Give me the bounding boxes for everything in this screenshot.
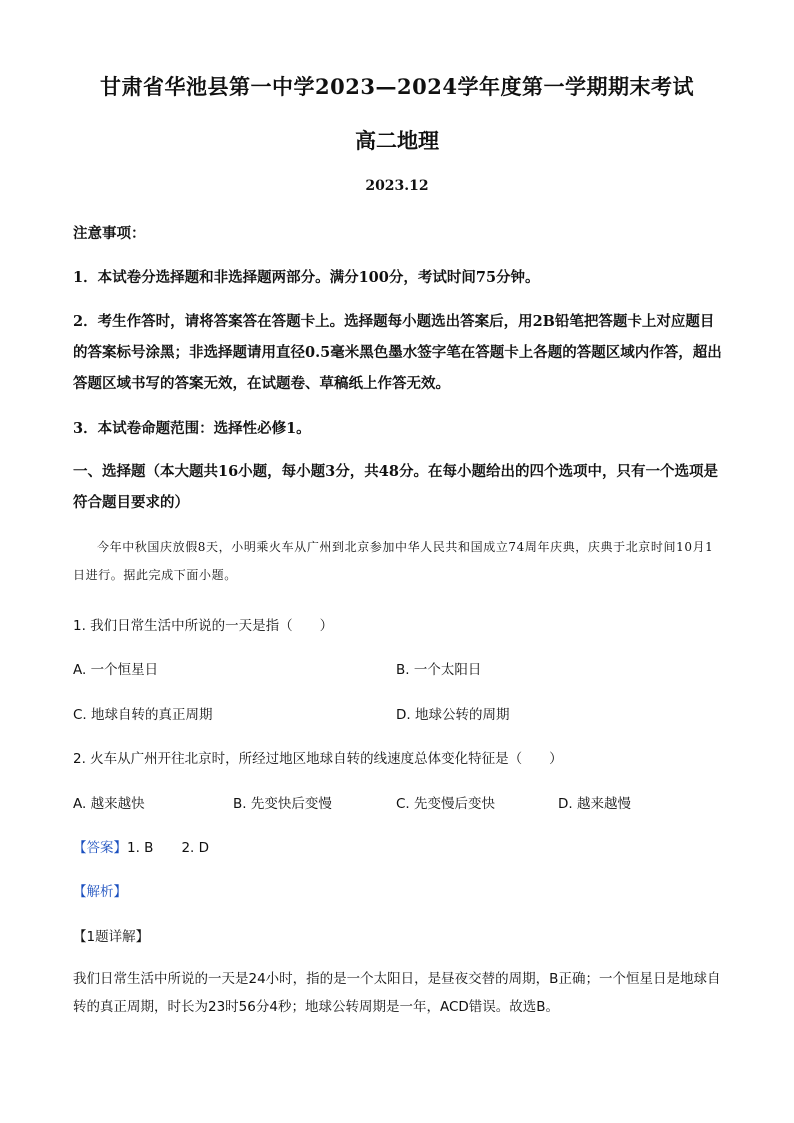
exam-date: 2023.12 <box>365 178 429 194</box>
question-1-stem: 1. 我们日常生活中所说的一天是指（ ） <box>73 618 334 634</box>
notice-item-2: 2．考生作答时，请将答案答在答题卡上。选择题每小题选出答案后，用2B铅笔把答题卡上对应题目的答案标号涂黑；非选择题请用直径0.5毫米黑色墨水签字笔在答题卡上各题的答题区域内作答，超出答题区域书写的答案无效，在试题卷、草稿纸上作答无效。 <box>73 313 722 392</box>
answer-2: 2. D <box>181 840 210 856</box>
question-1-option-a: A. 一个恒星日 <box>73 662 159 678</box>
section-heading: 一、选择题（本大题共16小题，每小题3分，共48分。在每小题给出的四个选项中，只有一个选项是符合题目要求的） <box>73 463 718 511</box>
question-2-option-b: B. 先变快后变慢 <box>233 796 332 812</box>
passage-text: 今年中秋国庆放假8天，小明乘火车从广州到北京参加中华人民共和国成立74周年庆典，庆典于北京时间10月1日进行。据此完成下面小题。 <box>73 540 714 582</box>
detail-tag: 【1题详解】 <box>73 929 150 945</box>
answer-1: 1. B <box>127 840 154 856</box>
notice-item-3: 3．本试卷命题范围：选择性必修1。 <box>73 420 311 437</box>
exam-subject: 高二地理 <box>355 128 439 153</box>
answer-line <box>73 836 209 856</box>
question-2-option-c: C. 先变慢后变快 <box>396 796 496 812</box>
reading-passage <box>73 533 723 589</box>
exam-title: 甘肃省华池县第一中学2023—2024学年度第一学期期末考试 <box>100 74 694 99</box>
notice-item-1: 1．本试卷分选择题和非选择题两部分。满分100分，考试时间75分钟。 <box>73 269 540 286</box>
question-1-option-b: B. 一个太阳日 <box>396 662 482 678</box>
notice-heading: 注意事项： <box>73 225 146 242</box>
question-1-option-d: D. 地球公转的周期 <box>396 707 510 723</box>
answer-tag: 【答案】 <box>73 840 127 856</box>
question-2-option-a: A. 越来越快 <box>73 796 145 812</box>
question-1-option-c: C. 地球自转的真正周期 <box>73 707 213 723</box>
analysis-tag: 【解析】 <box>73 884 127 900</box>
analysis-text: 我们日常生活中所说的一天是24小时，指的是一个太阳日，是昼夜交替的周期，B正确；一个恒星日是地球自转的真正周期，时长为23时56分4秒；地球公转周期是一年，ACD错误。故选B。 <box>73 971 721 1015</box>
question-2-stem: 2. 火车从广州开往北京时，所经过地区地球自转的线速度总体变化特征是（ ） <box>73 751 563 767</box>
question-2-option-d: D. 越来越慢 <box>558 796 631 812</box>
